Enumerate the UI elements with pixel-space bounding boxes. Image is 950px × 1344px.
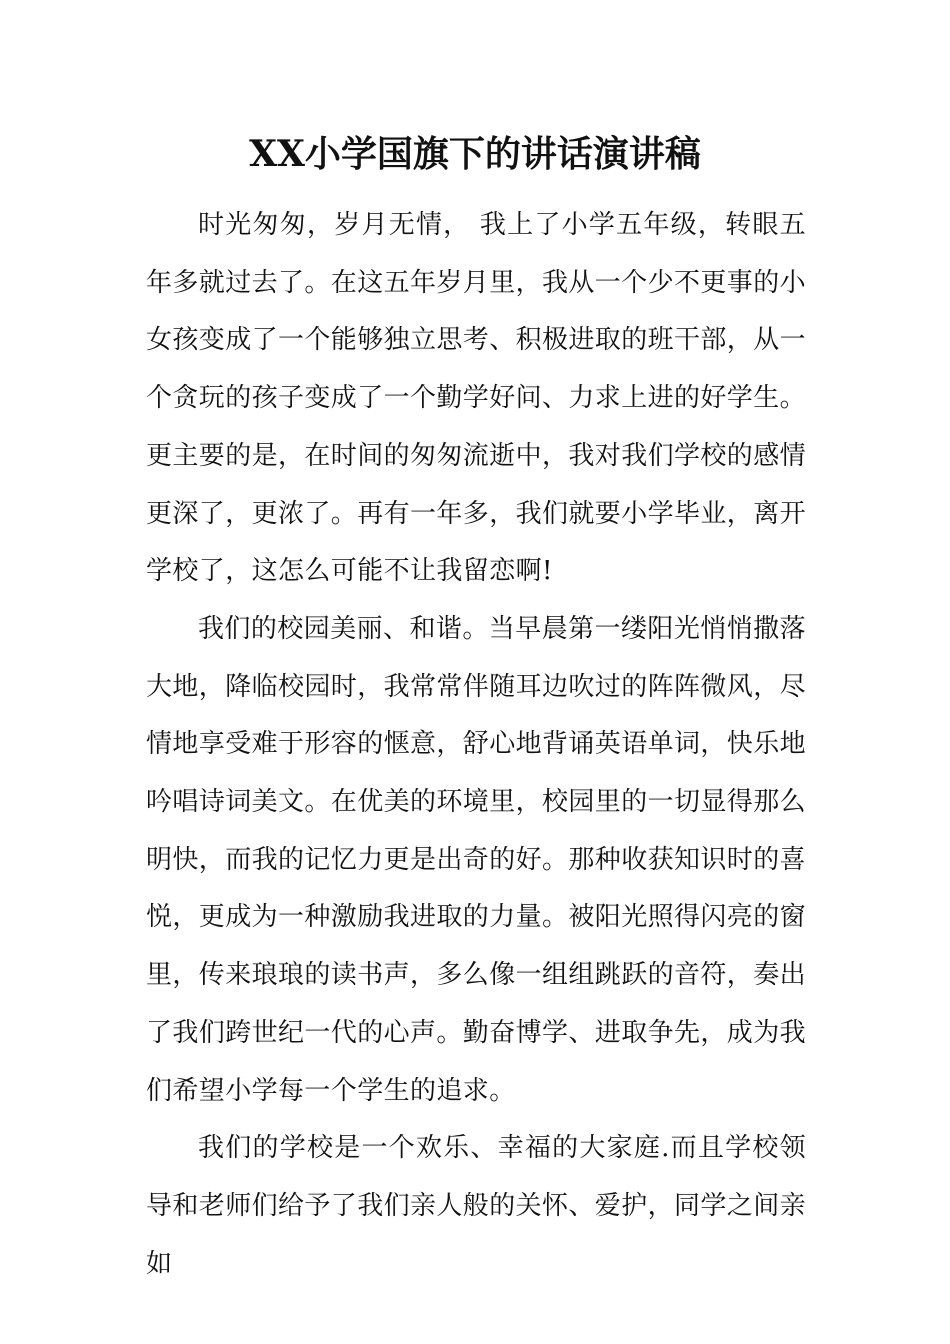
document-body: [146, 197, 806, 1293]
document-title: XX小学国旗下的讲话演讲稿: [249, 133, 701, 175]
paragraph-2: 我们的校园美丽、和谐。当早晨第一缕阳光悄悄撒落大地，降临校园时，我常常伴随耳边吹过的阵阵微风，尽情地享受难于形容的惬意，舒心地背诵英语单词，快乐地吟唱诗词美文。在优美的环境里，校园里的一切显得那么明快，而我的记忆力更是出奇的好。那种收获知识时的喜悦，更成为一种激励我进取的力量。被阳光照得闪亮的窗里，传来琅琅的读书声，多么像一组组跳跃的音符，奏出了我们跨世纪一代的心声。勤奋博学、进取争先，成为我们希望小学每一个学生的追求。: [146, 613, 807, 1106]
paragraph-3: 我们的学校是一个欢乐、幸福的大家庭.而且学校领导和老师们给予了我们亲人般的关怀、爱护，同学之间亲如: [146, 1133, 807, 1279]
paragraph-1: 时光匆匆，岁月无情， 我上了小学五年级，转眼五年多就过去了。在这五年岁月里，我从一个少不更事的小女孩变成了一个能够独立思考、积极进取的班干部，从一个贪玩的孩子变成了一个勤学好问、力求上进的好学生。更主要的是，在时间的匆匆流逝中，我对我们学校的感情更深了，更浓了。再有一年多，我们就要小学毕业，离开学校了，这怎么可能不让我留恋啊!: [146, 210, 807, 587]
